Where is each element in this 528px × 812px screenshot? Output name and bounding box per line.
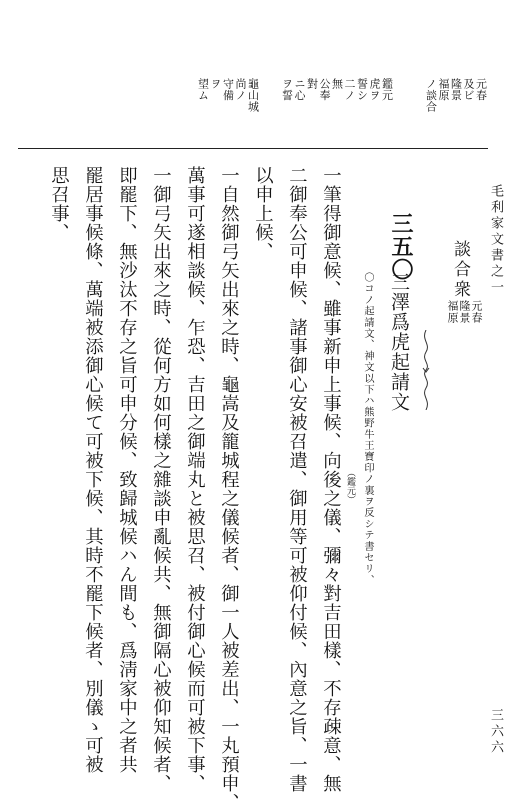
margin-note-oath: 鑑元 虎ヲ 誓シ 二ノ 無 公奉 對 ニ心 ヲ誓 bbox=[280, 78, 394, 101]
body-column-2: 二御奉公可申候、諸事御心安被召遣、御用等可被仰付候、內意之旨、一書 bbox=[286, 166, 308, 793]
deliberation-name-3: 福原 bbox=[446, 300, 459, 324]
running-title: 毛利家文書之一 bbox=[488, 184, 503, 296]
margin-note-deliberation: 元春 及ビ 隆景 福原 ノ談合 bbox=[424, 78, 488, 113]
document-title: 三澤爲虎起請文 bbox=[388, 272, 410, 412]
inline-note-kanemoto: （鑑元） bbox=[345, 468, 355, 504]
body-column-5: 萬事可遂相談候、乍恐、吉田之御端丸と被思召、被付御心候而可被下事、 bbox=[184, 166, 206, 793]
document-number: 三五〇 bbox=[388, 212, 414, 281]
bracket-ornament bbox=[419, 330, 433, 410]
body-column-1: 一筆得御意候、雖事新申上事候、向後之儀、彌々對吉田樣、不存疎意、無 bbox=[320, 166, 342, 793]
body-column-4: 一自然御弓矢出來之時、龜嵩及籠城程之儀候者、御一人被差出、一丸預申、 bbox=[218, 166, 240, 812]
document-note: 〇コノ起請文、神文以下ハ熊野牛王寶印ノ裏ヲ反シテ書セリ、 bbox=[362, 272, 373, 586]
header-rule bbox=[18, 148, 488, 149]
body-column-6: 一御弓矢出來之時、從何方如何樣之雜談申亂候共、無御隔心被仰知候者、 bbox=[150, 166, 172, 793]
margin-note-castle: 龜山城 尚ノ 守備 ヲ 望ム bbox=[196, 78, 260, 113]
body-column-7: 即罷下、無沙汰不存之旨可申分候、致歸城候ハん間も、爲淸家中之者共 bbox=[116, 166, 138, 774]
body-column-8: 罷居事候條、萬端被添御心候て可被下候、其時不罷下候者、別儀ゝ可被 bbox=[82, 166, 104, 774]
body-column-9: 思召事、 bbox=[48, 166, 70, 242]
body-column-3: 以申上候、 bbox=[252, 166, 274, 261]
page-number: 三六六 bbox=[488, 708, 503, 756]
deliberation-name-1: 元春 bbox=[470, 300, 483, 324]
deliberation-label: 談合衆 bbox=[450, 240, 470, 300]
deliberation-name-2: 隆景 bbox=[458, 300, 471, 324]
